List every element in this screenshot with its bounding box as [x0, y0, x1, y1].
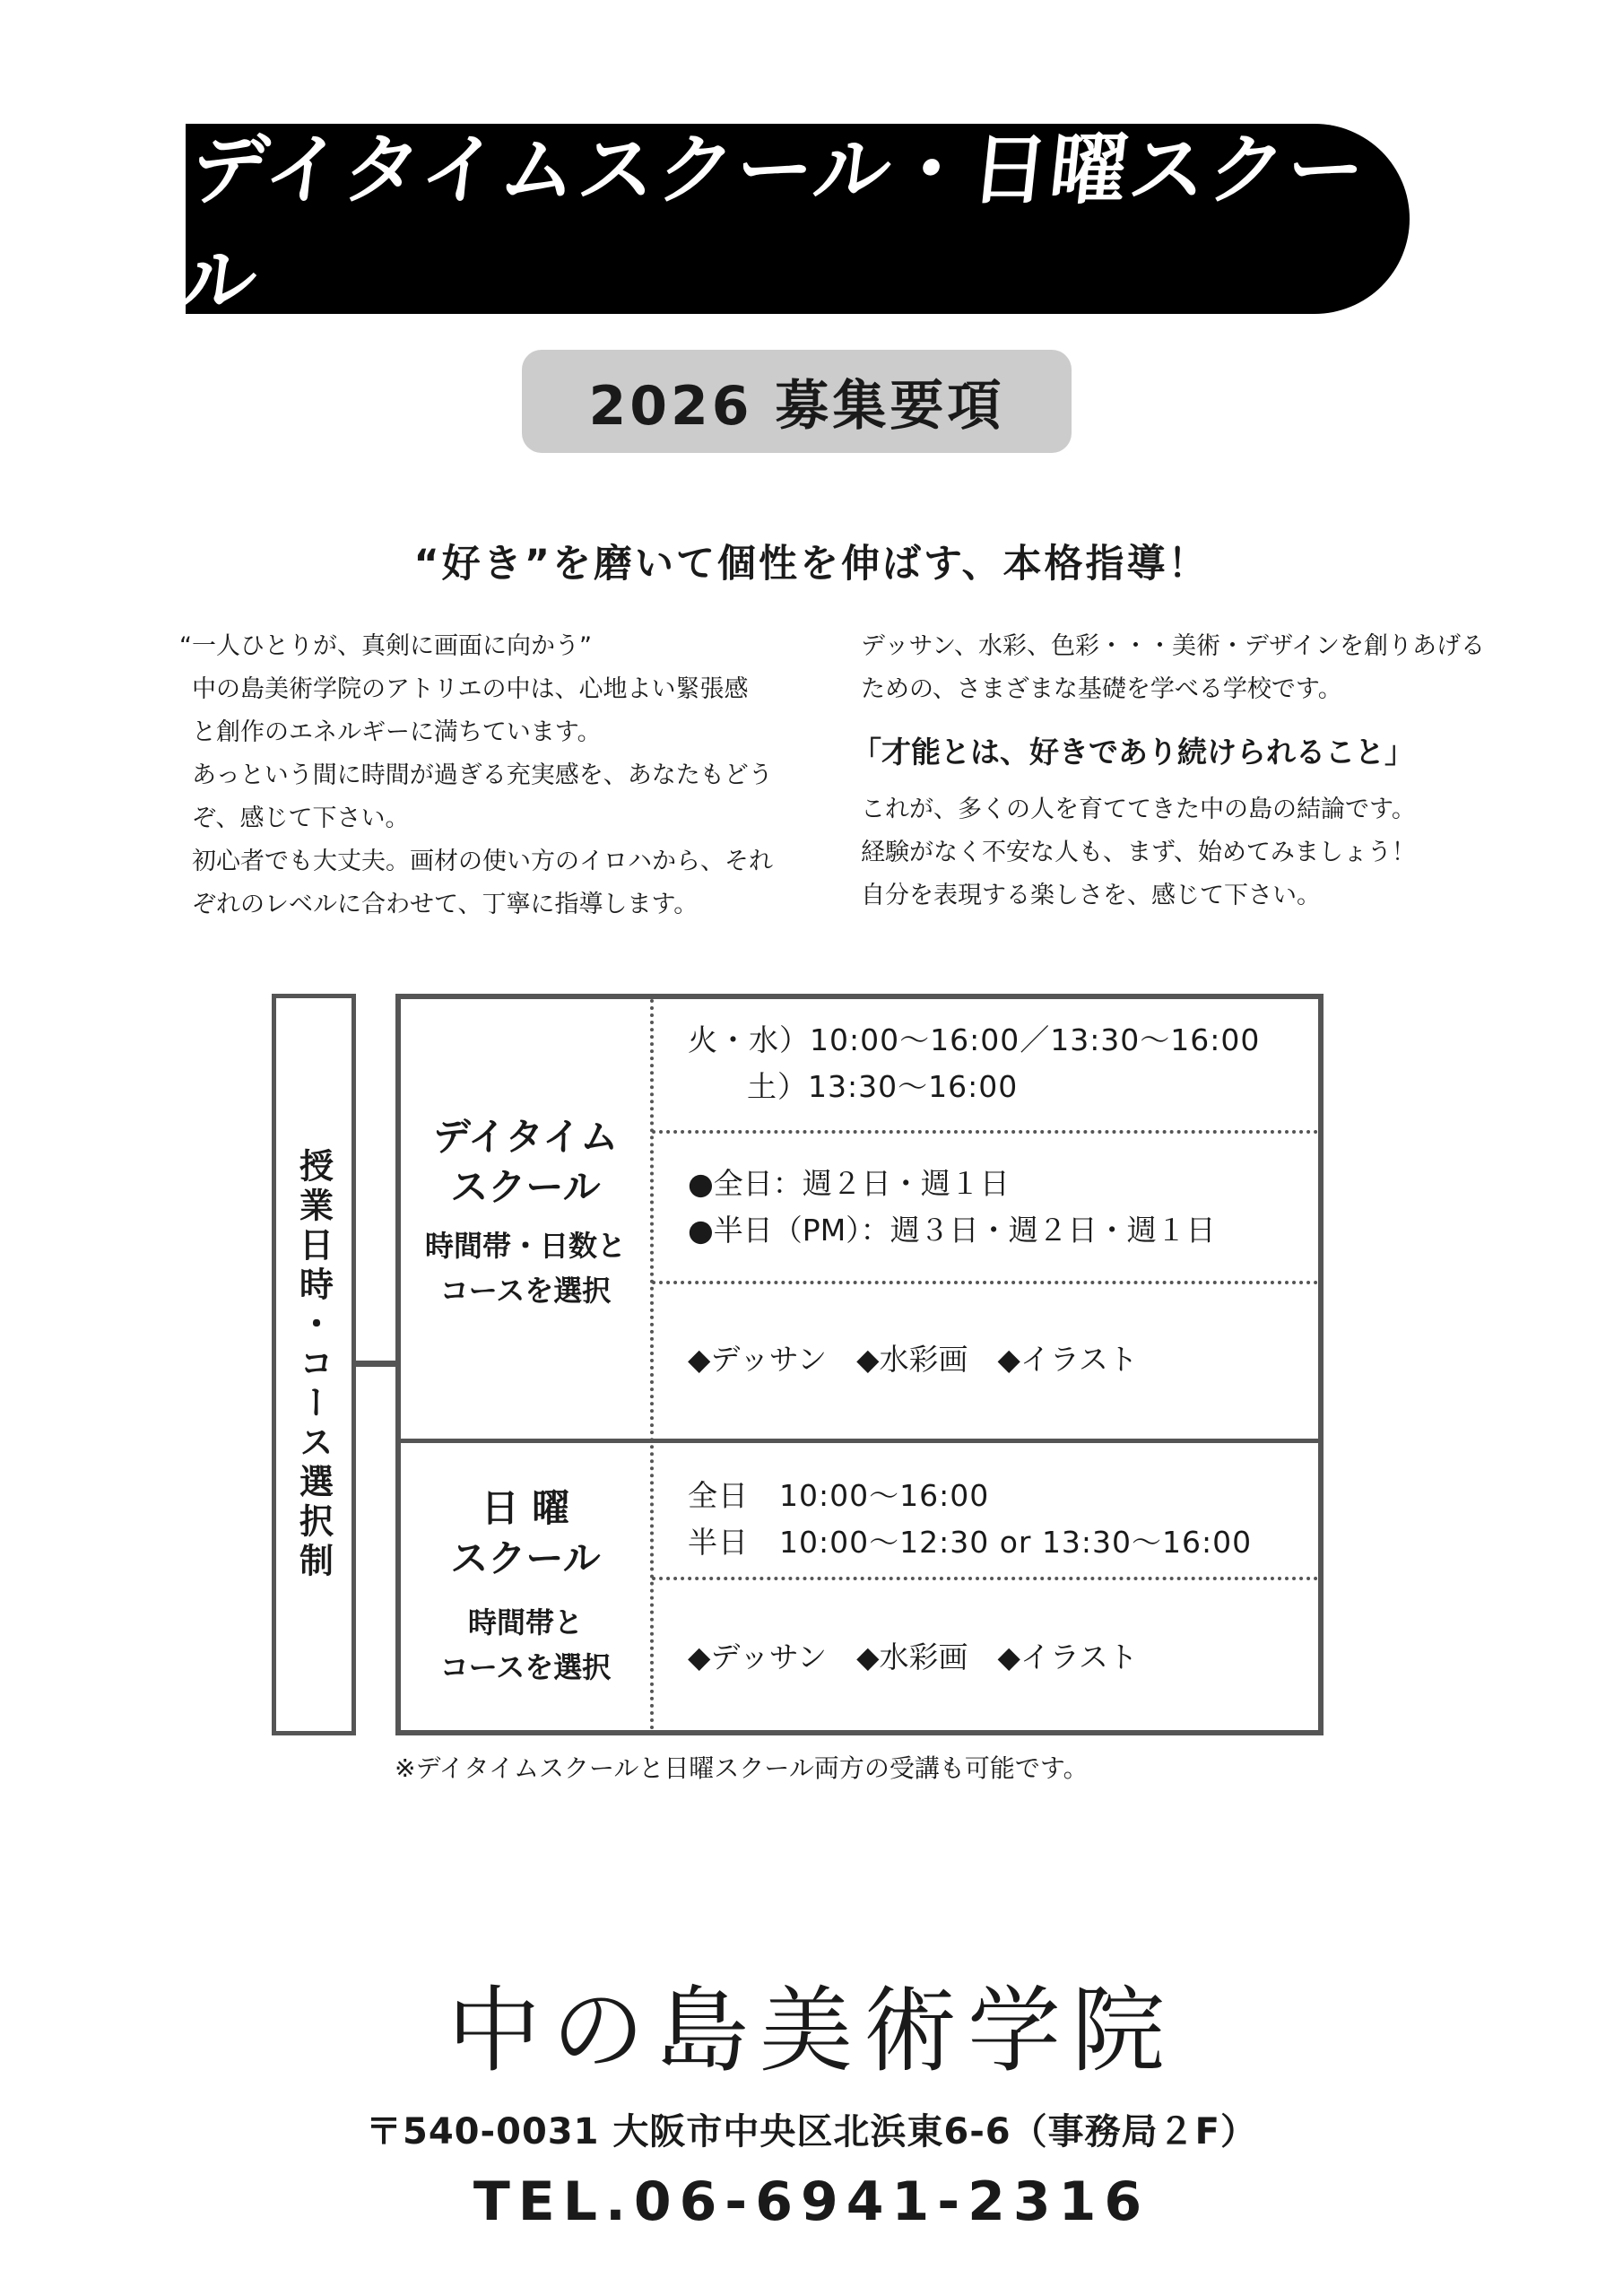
sunday-hours-line1: 全日 10:00〜16:00: [688, 1478, 990, 1513]
intro-left: [179, 625, 773, 926]
address: 〒540-0031 大阪市中央区北浜東6-6（事務局２F）: [366, 2111, 1257, 2152]
daytime-hours: [688, 1017, 1260, 1110]
intro-line: “一人ひとりが、真剣に画面に向かう”: [179, 632, 592, 660]
intro-line: あっという間に時間が過ぎる充実感を、あなたもどう: [192, 761, 773, 789]
intro-line: ぞれのレベルに合わせて、丁寧に指導します。: [192, 891, 699, 918]
phone-number: TEL.06-6941-2316: [473, 2170, 1150, 2233]
daytime-hours-line1: 火・水）10:00〜16:00／13:30〜16:00: [688, 1022, 1261, 1057]
talent-quote: 「才能とは、好きであり続けられること」: [852, 735, 1414, 770]
sunday-courses: ◆デッサン ◆水彩画 ◆イラスト: [688, 1639, 1138, 1674]
side-label-text: 授業日時・コース選択制: [293, 1147, 334, 1582]
daytime-subtitle: [401, 1223, 650, 1313]
daytime-title-line1: デイタイム: [432, 1115, 619, 1159]
headline: “好き”を磨いて個性を伸ばす、本格指導！: [413, 542, 1210, 587]
row-divider: [652, 1130, 1318, 1134]
daytime-title: [401, 1112, 650, 1213]
sunday-subtitle: [401, 1600, 650, 1690]
school-name: 中の島美術学院: [447, 1976, 1176, 2085]
page-title: デイタイムスクール・日曜スクール: [174, 126, 1371, 326]
intro-line: 自分を表現する楽しさを、感じて下さい。: [861, 882, 1321, 909]
footnote: ※デイタイムスクールと日曜スクール両方の受講も可能です。: [395, 1753, 1089, 1783]
daytime-days-line2: ●半日（PM）：週３日・週２日・週１日: [688, 1213, 1216, 1248]
schedule-side-label: [272, 994, 356, 1735]
row-divider: [652, 1281, 1318, 1284]
daytime-days: [688, 1161, 1216, 1254]
intro-line: これが、多くの人を育ててきた中の島の結論です。: [861, 796, 1416, 823]
intro-line: 中の島美術学院のアトリエの中は、心地よい緊張感: [192, 675, 749, 703]
daytime-days-line1: ●全日：週２日・週１日: [688, 1166, 1010, 1201]
daytime-title-line2: スクール: [450, 1165, 601, 1209]
sunday-sub-line2: コースを選択: [439, 1650, 612, 1684]
sunday-hours-line2: 半日 10:00〜12:30 or 13:30〜16:00: [688, 1525, 1253, 1560]
intro-line: 経験がなく不安な人も、まず、始めてみましょう！: [861, 839, 1416, 866]
sunday-sub-line1: 時間帯と: [467, 1605, 583, 1639]
sunday-title: [401, 1483, 650, 1584]
title-banner: [174, 124, 1410, 326]
intro-line: 初心者でも大丈夫。画材の使い方のイロハから、それ: [192, 848, 773, 875]
column-divider: [650, 999, 654, 1730]
connector-line: [356, 1361, 395, 1367]
sunday-title-line2: スクール: [450, 1536, 601, 1580]
intro-right: [852, 625, 1486, 918]
sunday-hours: [688, 1473, 1252, 1566]
section-divider: [401, 1439, 1318, 1443]
daytime-sub-line1: 時間帯・日数と: [424, 1229, 626, 1263]
row-divider: [652, 1577, 1318, 1580]
intro-line: ぞ、感じて下さい。: [192, 804, 410, 832]
year-badge: 2026 募集要項: [522, 350, 1072, 453]
schedule-table: [395, 994, 1324, 1735]
intro-line: ための、さまざまな基礎を学べる学校です。: [861, 675, 1342, 703]
daytime-hours-line2: 土）13:30〜16:00: [747, 1069, 1019, 1104]
sunday-title-line1: 日 曜: [481, 1486, 570, 1530]
daytime-sub-line2: コースを選択: [439, 1274, 612, 1308]
daytime-courses: ◆デッサン ◆水彩画 ◆イラスト: [688, 1342, 1138, 1377]
intro-line: デッサン、水彩、色彩・・・美術・デザインを創りあげる: [861, 632, 1486, 660]
intro-line: と創作のエネルギーに満ちています。: [192, 718, 602, 746]
